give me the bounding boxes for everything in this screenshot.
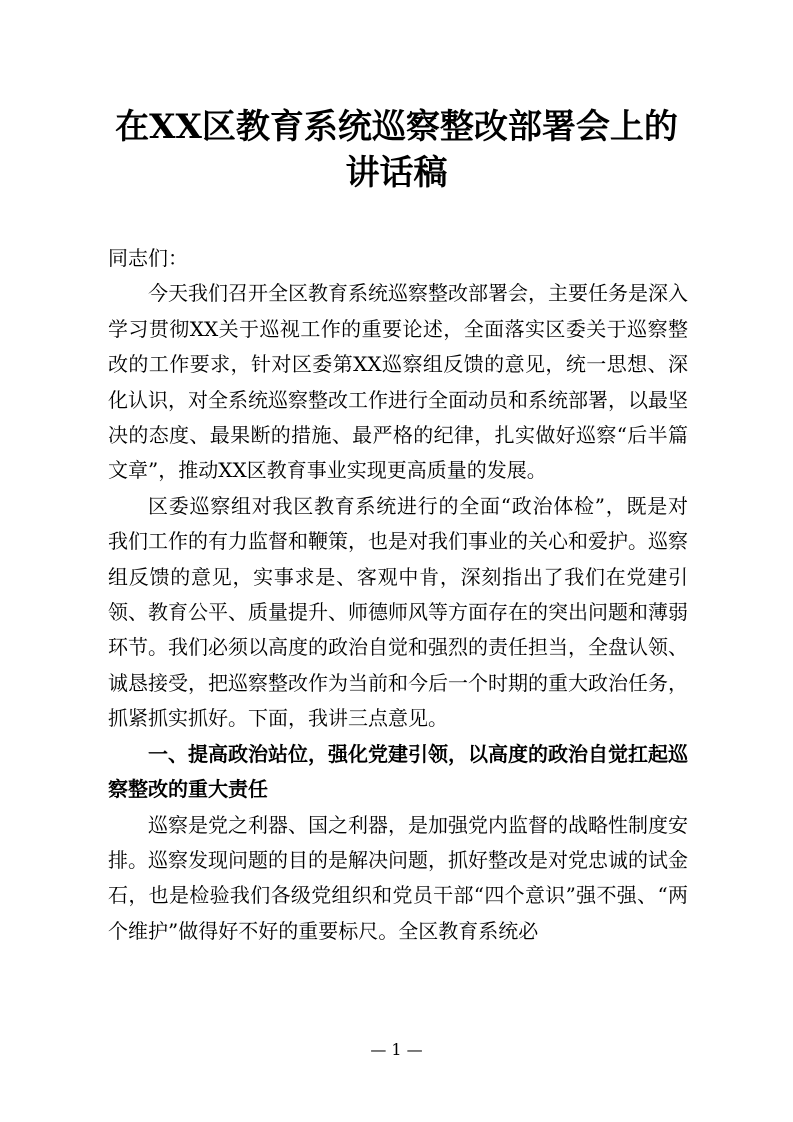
document-title: 在XX区教育系统巡察整改部署会上的讲话稿 <box>115 107 678 193</box>
paragraph-1: 今天我们召开全区教育系统巡察整改部署会，主要任务是深入学习贯彻XX关于巡视工作的重要论述，全面落实区委关于巡察整改的工作要求，针对区委第XX巡察组反馈的意见，统一思想、深化认识，对全系统巡察整改工作进行全面动员和系统部署，以最坚决的态度、最果断的措施、最严格的纪律，扎实做好巡察“后半篇文章”，推动XX区教育事业实现更高质量的发展。 <box>108 281 688 483</box>
page-number: — 1 — <box>370 1040 423 1059</box>
document-body <box>108 241 688 949</box>
section-heading-1: 一、提高政治站位，强化党建引领，以高度的政治自觉扛起巡察整改的重大责任 <box>108 741 688 802</box>
salutation: 同志们： <box>108 246 188 270</box>
paragraph-3: 巡察是党之利器、国之利器，是加强党内监督的战略性制度安排。巡察发现问题的目的是解决问题，抓好整改是对党忠诚的试金石，也是检验我们各级党组织和党员干部“四个意识”强不强、“两个维护”做得好不好的重要标尺。全区教育系统必 <box>108 812 688 943</box>
paragraph-2: 区委巡察组对我区教育系统进行的全面“政治体检”，既是对我们工作的有力监督和鞭策，也是对我们事业的关心和爱护。巡察组反馈的意见，实事求是、客观中肯，深刻指出了我们在党建引领、教育公平、质量提升、师德师风等方面存在的突出问题和薄弱环节。我们必须以高度的政治自觉和强烈的责任担当，全盘认领、诚恳接受，把巡察整改作为当前和今后一个时期的重大政治任务，抓紧抓实抓好。下面，我讲三点意见。 <box>108 493 688 731</box>
